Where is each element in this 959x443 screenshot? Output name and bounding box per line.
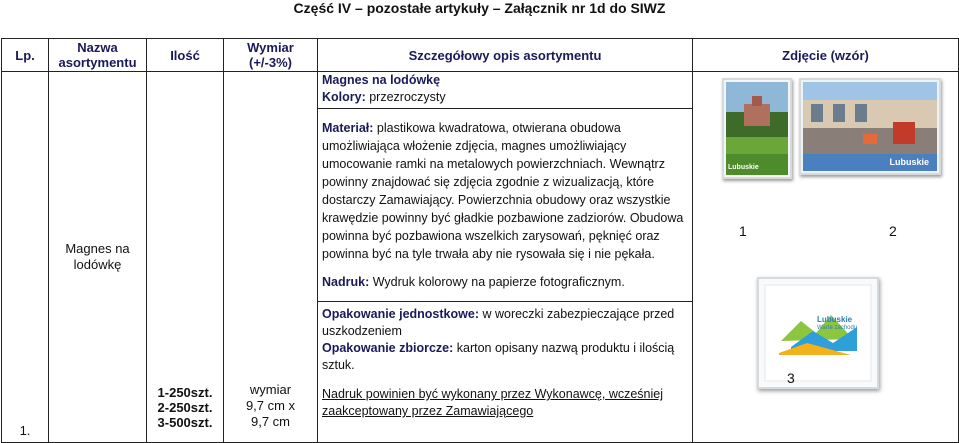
header-lp: Lp. (2, 39, 49, 72)
material-text: plastikowa kwadratowa, otwierana obudowa umożliwiająca włożenie zdjęcia, magnes umożliwiający umocowanie ramki na metalowych powierzchniach. Wewnątrz powinny znajdować się zdjęcia zgodnie z wizualizacją, które dostarczy Zamawiający. Powierzchnia obudowy oraz wszystkie krawędzie powinny być gładkie pozbawione zadziorów. Obudowa powinna być pozbawiona wszelkich zarysowań, pęknięć oraz powinna być na tyle trwała aby nie rysowała się i nie pękała. (322, 121, 684, 261)
magnet-2-brand: Lubuskie (889, 157, 929, 167)
print-text: Wydruk kolorowy na papierze fotograficznym. (372, 275, 625, 289)
photo-label-3: 3 (787, 370, 795, 386)
pack-unit-text: w woreczki zabezpieczające przed uszkodzeniem (322, 307, 675, 338)
desc-print-block (318, 263, 692, 291)
quantity-1: 1-250szt. (157, 385, 213, 400)
desc-material-block (318, 109, 692, 263)
magnet-3-brand: Lubuskie Warte zachodu (817, 315, 858, 331)
row-dimension (224, 72, 318, 443)
header-description: Szczegółowy opis asortymentu (318, 39, 693, 72)
print-label: Nadruk: (322, 275, 370, 289)
magnet-photo-1 (722, 78, 792, 179)
magnet-1-brand: Lubuskie (728, 164, 759, 171)
dimension-line-3: 9,7 cm (250, 414, 290, 429)
row-photos (693, 72, 959, 443)
document-title: Część IV – pozostałe artykuły – Załącznik nr 1d do SIWZ (293, 0, 666, 16)
quantity-2: 2-250szt. (157, 400, 213, 415)
brand-logo-image (761, 281, 875, 385)
row-quantity (147, 72, 224, 443)
table-row (2, 72, 959, 443)
note-line-2: zaakceptowany przez Zamawiającego (322, 404, 534, 418)
pack-bulk-text: karton opisany nazwą produktu i ilością sztuk. (322, 341, 675, 372)
header-photo: Zdjęcie (wzór) (693, 39, 959, 72)
dimension-line-2: 9,7 cm x (245, 398, 296, 413)
magnet-photo-3 (757, 277, 879, 389)
row-description (318, 72, 693, 443)
desc-note-block (318, 374, 692, 420)
dimension-line-1: wymiar (249, 382, 292, 397)
header-row (2, 39, 959, 72)
pack-unit-label: Opakowanie jednostkowe: (322, 307, 479, 321)
header-dimension: Wymiar (+/-3%) (224, 39, 318, 72)
row-name: Magnes na lodówkę (49, 72, 147, 443)
magnet-photo-2 (799, 78, 941, 175)
material-label: Materiał: (322, 121, 374, 135)
desc-heading: Magnes na lodówkę (322, 73, 441, 87)
palace-image (726, 82, 788, 175)
note-line-1: Nadruk powinien być wykonany przez Wykonawcę, wcześniej (322, 387, 664, 401)
header-name: Nazwa asortymentu (49, 39, 147, 72)
assortment-table (1, 38, 959, 443)
row-number: 1. (2, 72, 49, 443)
photo-label-2: 2 (889, 223, 897, 239)
photo-label-1: 1 (739, 223, 747, 239)
header-qty: Ilość (147, 39, 224, 72)
desc-colors: Kolory: przezroczysty (322, 90, 446, 104)
desc-packaging-block (318, 302, 692, 374)
desc-heading-block (318, 72, 692, 106)
pack-bulk-label: Opakowanie zbiorcze: (322, 341, 454, 355)
quantity-3: 3-500szt. (157, 415, 213, 430)
